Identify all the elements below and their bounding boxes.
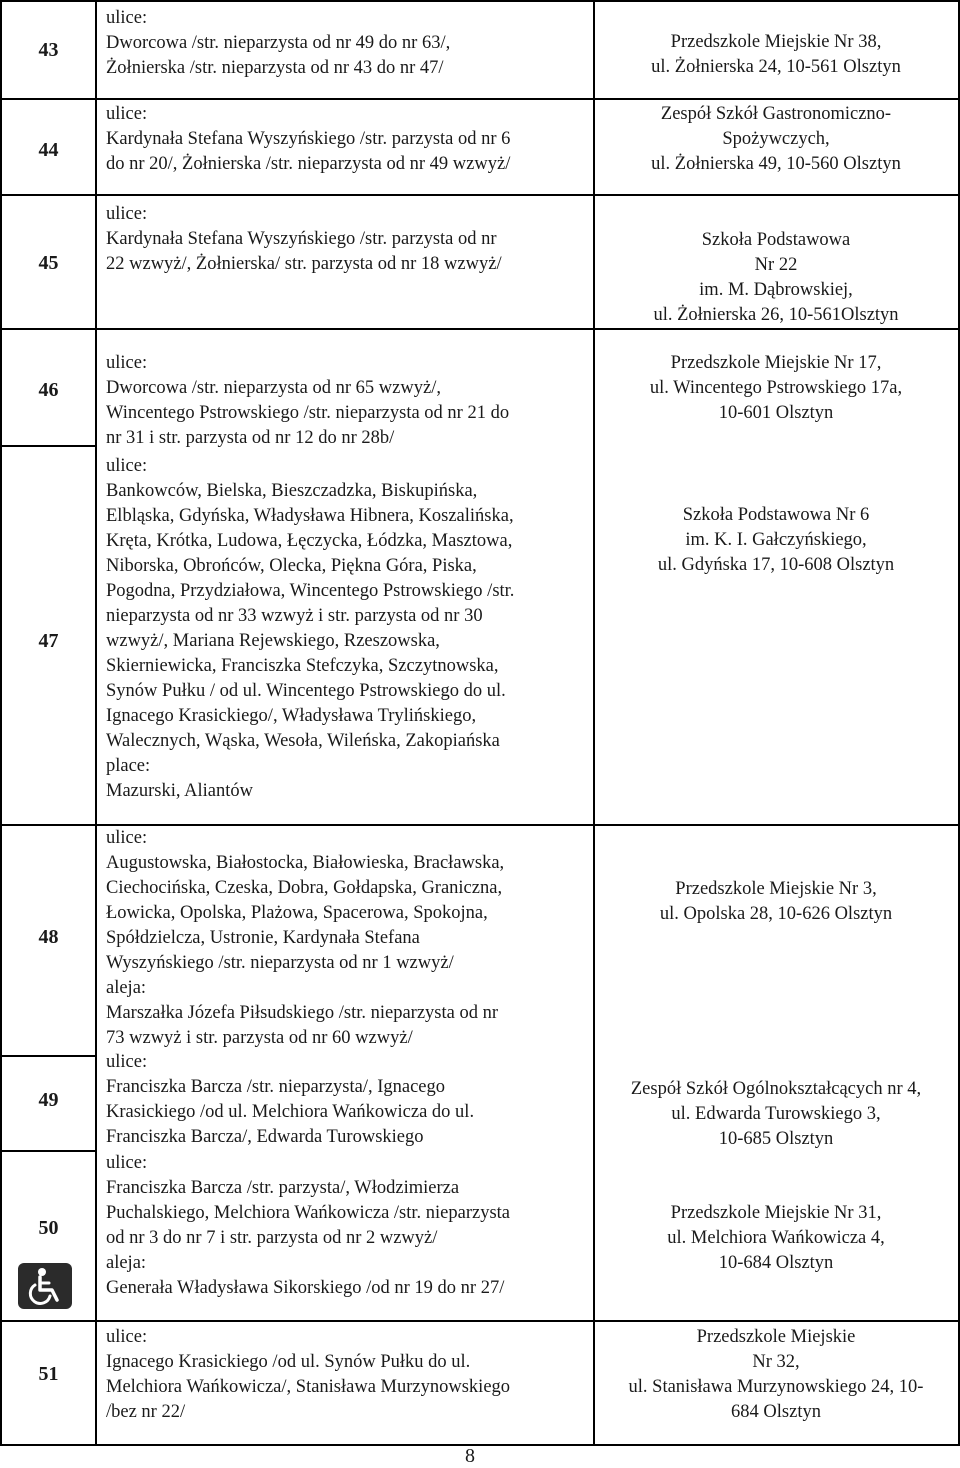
street-line: ulice: (106, 1153, 148, 1173)
school-line: Przedszkole Miejskie (696, 1327, 856, 1347)
street-line: ulice: (106, 8, 148, 28)
school-line: Nr 22 (754, 255, 798, 275)
table-border-top (0, 0, 960, 2)
street-list (106, 102, 590, 177)
street-line: ulice: (106, 1052, 148, 1072)
school-info (596, 228, 956, 328)
street-line: place: (106, 756, 151, 776)
street-line: Kardynała Stefana Wyszyńskiego /str. parzysta od nr (106, 229, 497, 249)
school-info (596, 351, 956, 426)
school-line: im. M. Dąbrowskiej, (699, 280, 853, 300)
school-line: ul. Stanisława Murzynowskiego 24, 10- (628, 1377, 924, 1397)
school-line: 10-601 Olsztyn (718, 403, 834, 423)
column-divider-2 (593, 0, 595, 1446)
street-line: Ignacego Krasickiego /od ul. Synów Pułku do ul. (106, 1352, 471, 1372)
street-line: Ciechocińska, Czeska, Dobra, Gołdapska, Graniczna, (106, 878, 503, 898)
school-info (596, 1325, 956, 1425)
street-line: Bankowców, Bielska, Bieszczadzka, Biskupińska, (106, 481, 478, 501)
street-list (106, 351, 590, 451)
street-line: nieparzysta od nr 33 wzwyż i str. parzysta od nr 30 (106, 606, 483, 626)
street-line: ulice: (106, 204, 148, 224)
street-line: Melchiora Wańkowicza/, Stanisława Murzynowskiego (106, 1377, 511, 1397)
street-list (106, 1050, 590, 1150)
street-line: Łowicka, Opolska, Plażowa, Spacerowa, Spokojna, (106, 903, 488, 923)
row-number: 51 (38, 1363, 59, 1385)
school-line: 10-685 Olsztyn (718, 1129, 834, 1149)
school-line: ul. Melchiora Wańkowicza 4, (667, 1228, 885, 1248)
row-number: 50 (38, 1217, 59, 1239)
street-line: ulice: (106, 353, 148, 373)
street-line: ulice: (106, 1327, 148, 1347)
street-line: Elbląska, Gdyńska, Władysława Hibnera, Koszalińska, (106, 506, 514, 526)
street-line: aleja: (106, 1253, 147, 1273)
street-line: Franciszka Barcza /str. parzysta/, Włodzimierza (106, 1178, 460, 1198)
row-divider (0, 194, 960, 196)
school-line: Szkoła Podstawowa (701, 230, 851, 250)
street-line: Spółdzielcza, Ustronie, Kardynała Stefana (106, 928, 420, 948)
school-line: ul. Opolska 28, 10-626 Olsztyn (659, 904, 893, 924)
row-number: 44 (38, 139, 59, 161)
school-line: ul. Żołnierska 24, 10-561 Olsztyn (651, 57, 901, 77)
row-divider (0, 98, 960, 100)
row-number: 49 (38, 1089, 59, 1111)
street-line: nr 31 i str. parzysta od nr 12 do nr 28b/ (106, 428, 395, 448)
row-divider (0, 1150, 95, 1152)
street-list (106, 202, 590, 277)
street-line: Pogodna, Przydziałowa, Wincentego Pstrowskiego /str. (106, 581, 515, 601)
school-line: 10-684 Olsztyn (718, 1253, 834, 1273)
school-line: ul. Gdyńska 17, 10-608 Olsztyn (657, 555, 895, 575)
street-line: Franciszka Barcza/, Edwarda Turowskiego (106, 1127, 424, 1147)
school-line: Przedszkole Miejskie Nr 3, (675, 879, 877, 899)
school-line: ul. Żołnierska 49, 10-560 Olsztyn (651, 154, 901, 174)
street-line: Skierniewicka, Franciszka Stefczyka, Szczytnowska, (106, 656, 499, 676)
street-line: Kardynała Stefana Wyszyńskiego /str. parzysta od nr 6 (106, 129, 511, 149)
street-line: /bez nr 22/ (106, 1402, 186, 1422)
school-info (596, 30, 956, 80)
school-line: Zespół Szkół Ogólnokształcących nr 4, (630, 1079, 922, 1099)
row-number: 48 (38, 926, 59, 948)
school-info (596, 102, 956, 177)
school-line: Szkoła Podstawowa Nr 6 (682, 505, 870, 525)
street-line: Dworcowa /str. nieparzysta od nr 65 wzwyż/, (106, 378, 441, 398)
street-line: od nr 3 do nr 7 i str. parzysta od nr 2 wzwyż/ (106, 1228, 438, 1248)
school-info (596, 877, 956, 927)
street-line: Marszałka Józefa Piłsudskiego /str. nieparzysta od nr (106, 1003, 498, 1023)
street-line: Augustowska, Białostocka, Białowieska, Bracławska, (106, 853, 505, 873)
street-line: Puchalskiego, Melchiora Wańkowicza /str. nieparzysta (106, 1203, 511, 1223)
school-line: ul. Żołnierska 26, 10-561Olsztyn (653, 305, 899, 325)
street-line: Franciszka Barcza /str. nieparzysta/, Ignacego (106, 1077, 446, 1097)
street-list (106, 6, 590, 81)
row-number: 45 (38, 252, 59, 274)
street-line: Synów Pułku / od ul. Wincentego Pstrowskiego do ul. (106, 681, 506, 701)
school-line: Zespół Szkół Gastronomiczno- (660, 104, 892, 124)
row-divider (0, 1055, 95, 1057)
school-line: im. K. I. Gałczyńskiego, (685, 530, 867, 550)
street-line: aleja: (106, 978, 147, 998)
street-line: Żołnierska /str. nieparzysta od nr 43 do nr 47/ (106, 58, 444, 78)
column-divider-1 (95, 0, 97, 1446)
street-line: ulice: (106, 828, 148, 848)
street-line: Walecznych, Wąska, Wesoła, Wileńska, Zakopiańska (106, 731, 500, 751)
row-number: 43 (38, 39, 59, 61)
street-line: wzwyż/, Mariana Rejewskiego, Rzeszowska, (106, 631, 440, 651)
street-line: Dworcowa /str. nieparzysta od nr 49 do nr 63/, (106, 33, 451, 53)
street-line: Wincentego Pstrowskiego /str. nieparzysta od nr 21 do (106, 403, 510, 423)
page-number: 8 (465, 1445, 475, 1467)
school-line: Przedszkole Miejskie Nr 17, (670, 353, 882, 373)
school-line: Nr 32, (752, 1352, 800, 1372)
school-line: ul. Wincentego Pstrowskiego 17a, (649, 378, 903, 398)
street-line: Wyszyńskiego /str. nieparzysta od nr 1 wzwyż/ (106, 953, 454, 973)
street-list (106, 454, 590, 804)
street-line: 73 wzwyż i str. parzysta od nr 60 wzwyż/ (106, 1028, 413, 1048)
wheelchair-accessibility-icon (18, 1263, 72, 1309)
street-line: Ignacego Krasickiego/, Władysława Trylińskiego, (106, 706, 477, 726)
row-divider (0, 1320, 960, 1322)
school-line: Przedszkole Miejskie Nr 31, (670, 1203, 882, 1223)
street-line: do nr 20/, Żołnierska /str. nieparzysta od nr 49 wzwyż/ (106, 154, 511, 174)
street-line: Mazurski, Aliantów (106, 781, 253, 801)
street-line: Kręta, Krótka, Ludowa, Łęczycka, Łódzka, Masztowa, (106, 531, 513, 551)
wheelchair-accessibility-icon (18, 1263, 72, 1309)
school-line: ul. Edwarda Turowskiego 3, (671, 1104, 881, 1124)
row-divider (0, 445, 95, 447)
school-info (596, 1201, 956, 1276)
school-line: Przedszkole Miejskie Nr 38, (670, 32, 882, 52)
school-line: 684 Olsztyn (731, 1402, 821, 1422)
school-info (596, 503, 956, 578)
school-line: Spożywczych, (722, 129, 830, 149)
street-line: ulice: (106, 456, 148, 476)
street-list (106, 826, 590, 1051)
street-list (106, 1325, 590, 1425)
row-divider (0, 328, 960, 330)
street-line: 22 wzwyż/, Żołnierska/ str. parzysta od nr 18 wzwyż/ (106, 254, 502, 274)
street-line: Niborska, Obrońców, Olecka, Piękna Góra, Piska, (106, 556, 477, 576)
school-info (596, 1077, 956, 1152)
street-line: ulice: (106, 104, 148, 124)
row-number: 47 (38, 630, 59, 652)
street-line: Generała Władysława Sikorskiego /od nr 19 do nr 27/ (106, 1278, 505, 1298)
street-line: Krasickiego /od ul. Melchiora Wańkowicza do ul. (106, 1102, 475, 1122)
row-number: 46 (38, 379, 59, 401)
street-list (106, 1151, 590, 1301)
